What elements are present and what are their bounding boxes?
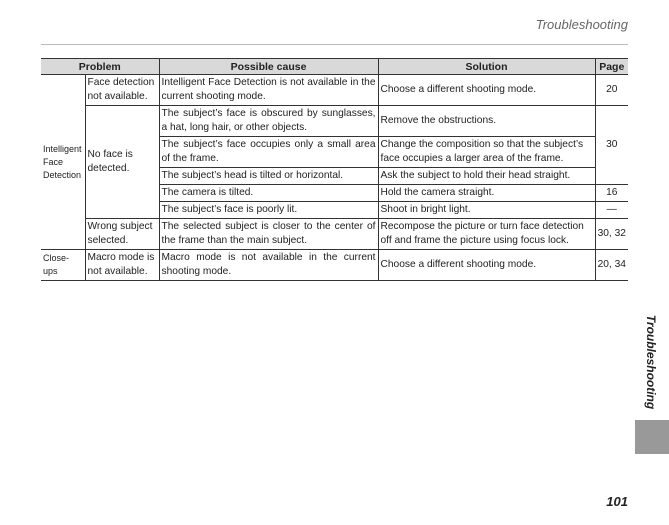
column-header-cause: Possible cause [159,59,378,75]
page-cell: 30, 32 [595,219,628,250]
troubleshooting-table [41,58,628,281]
column-header-page: Page [595,59,628,75]
page-cell: 16 [595,185,628,202]
problem-cell: Face detection not available. [85,75,159,106]
problem-cell: Macro mode is not available. [85,250,159,281]
cause-cell: Macro mode is not available in the current shooting mode. [159,250,378,281]
solution-cell: Choose a different shooting mode. [378,250,595,281]
cause-cell: Intelligent Face Detection is not available in the current shooting mode. [159,75,378,106]
solution-cell: Change the composition so that the subject’s face occupies a larger area of the frame. [378,137,595,168]
header-rule [41,44,628,45]
page-number: 101 [606,494,628,509]
table-row [41,219,628,250]
table-row [41,75,628,106]
solution-cell: Recompose the picture or turn face detection off and frame the picture using focus lock. [378,219,595,250]
side-tab-marker [635,420,669,454]
cause-cell: The camera is tilted. [159,185,378,202]
page-cell: 30 [595,106,628,185]
category-cell: Intelligent Face Detection [41,75,85,250]
section-title: Troubleshooting [535,17,628,32]
solution-cell: Shoot in bright light. [378,202,595,219]
solution-cell: Ask the subject to hold their head straight. [378,168,595,185]
problem-cell: Wrong subject selected. [85,219,159,250]
cause-cell: The subject’s face is poorly lit. [159,202,378,219]
column-header-solution: Solution [378,59,595,75]
category-cell: Close-ups [41,250,85,281]
cause-cell: The subject’s face is obscured by sunglasses, a hat, long hair, or other objects. [159,106,378,137]
page-cell: — [595,202,628,219]
side-tab-label: Troubleshooting [644,314,658,410]
table-header-row [41,59,628,75]
cause-cell: The subject’s face occupies only a small area of the frame. [159,137,378,168]
page-cell: 20, 34 [595,250,628,281]
solution-cell: Choose a different shooting mode. [378,75,595,106]
table-row [41,250,628,281]
cause-cell: The subject’s head is tilted or horizontal. [159,168,378,185]
problem-cell: No face is detected. [85,106,159,219]
solution-cell: Remove the obstructions. [378,106,595,137]
cause-cell: The selected subject is closer to the center of the frame than the main subject. [159,219,378,250]
table-row [41,106,628,137]
solution-cell: Hold the camera straight. [378,185,595,202]
page-cell: 20 [595,75,628,106]
column-header-problem: Problem [41,59,159,75]
